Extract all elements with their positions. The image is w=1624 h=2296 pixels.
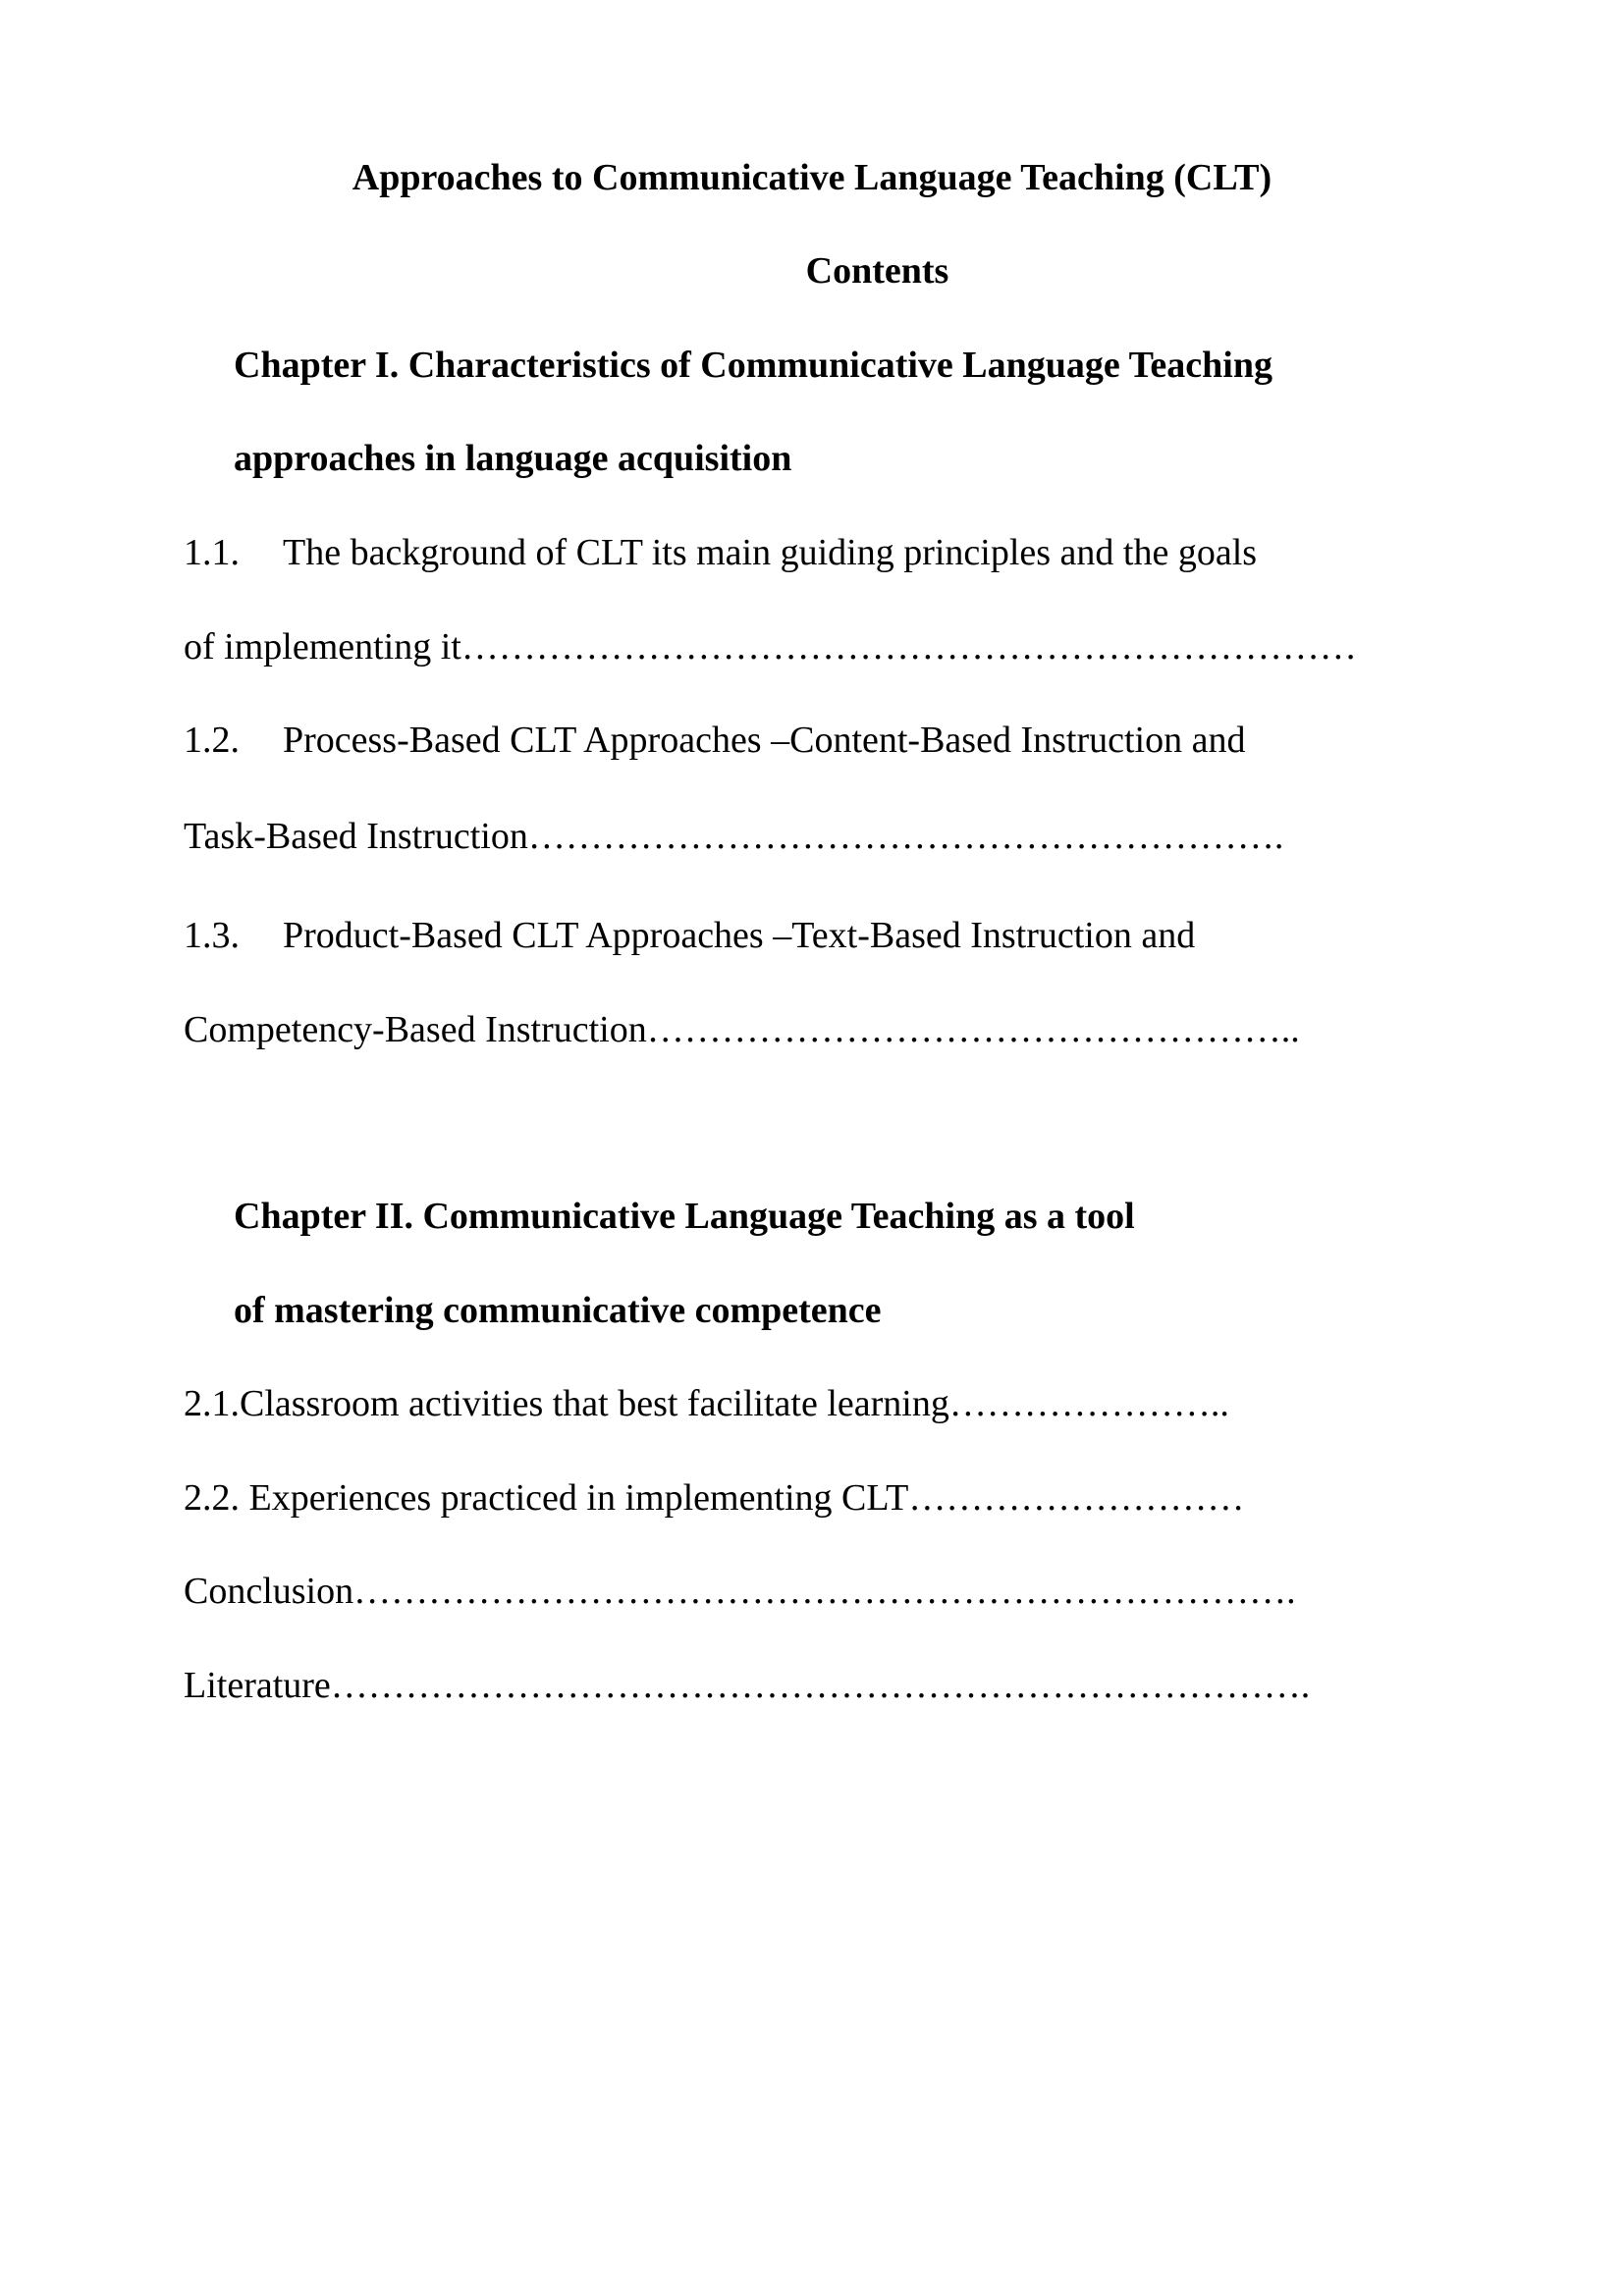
toc-item-number: 1.1. bbox=[184, 532, 240, 573]
chapter2-heading-line2: of mastering communicative competence bbox=[234, 1290, 882, 1331]
toc-item-1-2-line1 bbox=[184, 718, 1245, 763]
toc-item-1-3-line1 bbox=[184, 913, 1195, 958]
toc-item-1-3-line2: Competency-Based Instruction…………………………………………….. bbox=[184, 1009, 1300, 1050]
document-title: Approaches to Communicative Language Teaching (CLT) bbox=[352, 157, 1272, 198]
toc-item-text: Process-Based CLT Approaches –Content-Based Instruction and bbox=[283, 720, 1246, 761]
toc-item-2-2: 2.2. Experiences practiced in implementing CLT……………………… bbox=[184, 1477, 1245, 1519]
contents-heading: Contents bbox=[805, 250, 949, 292]
toc-item-conclusion: Conclusion…………………………………………………………………. bbox=[184, 1571, 1296, 1612]
toc-item-literature: Literature……………………………………………………………………. bbox=[184, 1665, 1311, 1706]
toc-item-1-1-line2: of implementing it……………………………………………………………… bbox=[184, 626, 1357, 667]
chapter1-heading-line1: Chapter I. Characteristics of Communicative Language Teaching bbox=[234, 345, 1272, 386]
toc-item-text: Product-Based CLT Approaches –Text-Based Instruction and bbox=[283, 915, 1196, 956]
toc-item-number: 1.3. bbox=[184, 915, 240, 956]
toc-item-1-1-line1 bbox=[184, 530, 1257, 575]
chapter2-heading-line1: Chapter II. Communicative Language Teaching as a tool bbox=[234, 1196, 1135, 1237]
toc-item-1-2-line2: Task‑Based Instruction……………………………………………………. bbox=[184, 816, 1284, 857]
toc-item-2-1: 2.1.Classroom activities that best facilitate learning………………….. bbox=[184, 1383, 1229, 1424]
toc-item-text: The background of CLT its main guiding principles and the goals bbox=[283, 532, 1258, 573]
toc-item-number: 1.2. bbox=[184, 720, 240, 761]
chapter1-heading-line2: approaches in language acquisition bbox=[234, 438, 792, 479]
